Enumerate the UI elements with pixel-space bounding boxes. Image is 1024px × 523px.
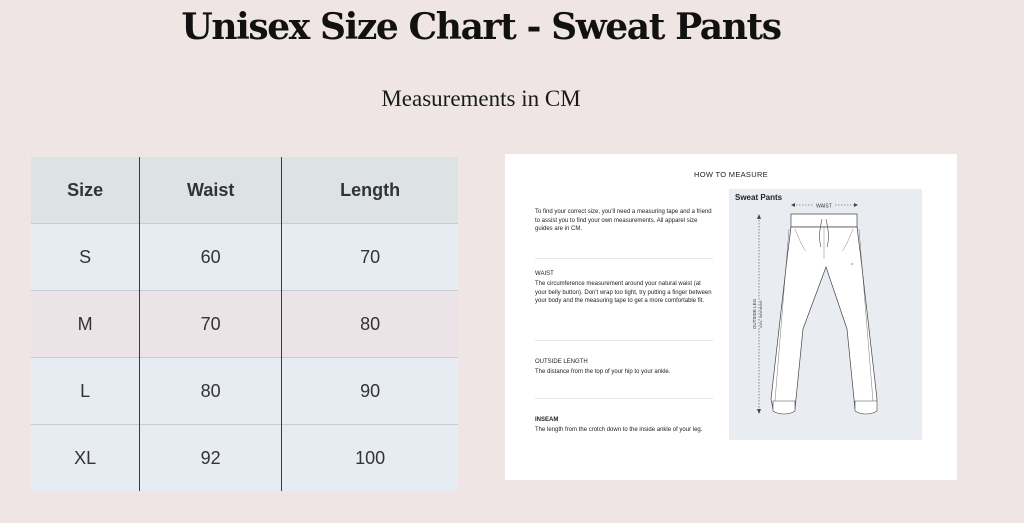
header-size: Size [31,157,140,224]
header-length: Length [282,157,458,224]
pants-illustration-icon [729,189,922,440]
guide-section-inseam [535,417,713,435]
table-row [31,224,458,291]
svg-text:∞: ∞ [851,262,854,266]
guide-section-outside-length [535,359,713,377]
outside-leg-label: OUTSIDE LEG [752,298,757,330]
header-waist: Waist [140,157,282,224]
waist-cell: 60 [140,224,282,291]
guide-title: HOW TO MEASURE [694,170,768,179]
divider [535,258,713,259]
table-row [31,291,458,358]
outside-leg-sublabel: EXCL. WAISTBAND [759,300,763,328]
size-cell: M [31,291,140,358]
length-cell: 100 [282,425,458,492]
guide-section-waist [535,271,713,306]
size-chart-table [31,157,458,491]
waist-cell: 92 [140,425,282,492]
guide-intro-text: To find your correct size, you'll need a measuring tape and a friend to assist you to find your own measurements. All apparel size guides are in CM. [535,209,712,232]
table-row [31,425,458,492]
size-cell: L [31,358,140,425]
section-text: The distance from the top of your hip to your ankle. [535,369,671,375]
table-row [31,358,458,425]
guide-intro [535,208,713,234]
length-cell: 80 [282,291,458,358]
divider [535,398,713,399]
length-cell: 90 [282,358,458,425]
section-heading: OUTSIDE LENGTH [535,359,588,365]
table-header-row [31,157,458,224]
section-heading: INSEAM [535,417,559,423]
page-subtitle: Measurements in CM [381,86,581,111]
waist-cell: 80 [140,358,282,425]
length-cell: 70 [282,224,458,291]
waist-label: WAIST [816,203,832,210]
size-cell: XL [31,425,140,492]
measure-guide-card [505,154,957,480]
waist-cell: 70 [140,291,282,358]
section-text: The circumference measurement around your natural waist (at your belly button). Don't wrap too tight, try putting a finger between your body and the measuring tape to get a more comfortable fit. [535,281,712,304]
size-cell: S [31,224,140,291]
sweat-pants-diagram [729,189,922,440]
section-text: The length from the crotch down to the inside ankle of your leg. [535,427,703,433]
section-heading: WAIST [535,271,554,277]
page-title: Unisex Size Chart - Sweat Pants [181,6,781,48]
diagram-title: Sweat Pants [735,193,783,202]
divider [535,340,713,341]
